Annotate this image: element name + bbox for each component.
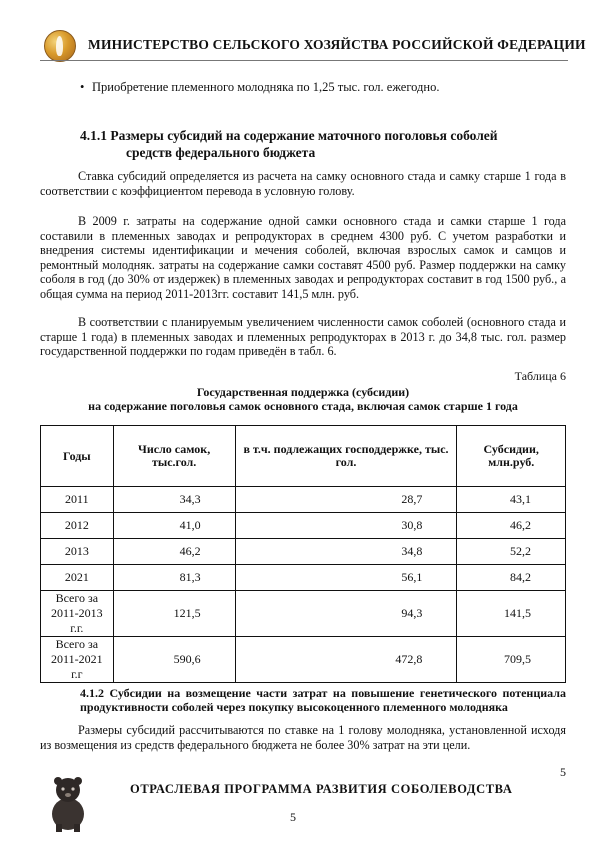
cell-subsidies: 52,2 bbox=[457, 539, 566, 565]
cell-support: 28,7 bbox=[235, 487, 457, 513]
sable-photo-icon bbox=[46, 774, 90, 832]
cell-year: 2013 bbox=[41, 539, 114, 565]
table-label: Таблица 6 bbox=[514, 369, 566, 383]
header-title: МИНИСТЕРСТВО СЕЛЬСКОГО ХОЗЯЙСТВА РОССИЙСКОЙ ФЕДЕРАЦИИ bbox=[88, 37, 586, 52]
paragraph-4 bbox=[40, 723, 566, 752]
cell-females: 590,6 bbox=[113, 637, 235, 683]
paragraph-3-text: В соответствии с планируемым увеличением численности самок соболей (основного стада и старше 1 года) в племенных заводах и племенных репродукторах в 2013 г. до 34,8 тыс. гол. размер государственной поддержки по годам приведён в табл. 6. bbox=[40, 315, 566, 359]
ministry-emblem-icon bbox=[44, 30, 76, 62]
table-title bbox=[40, 385, 566, 413]
paragraph-2 bbox=[40, 214, 566, 302]
section2-title-text: 4.1.2 Субсидии на возмещение части затрат на повышение генетического потенциала продуктивности соболей через покупку высокоценного племенного молодняка bbox=[80, 686, 566, 714]
cell-subsidies: 141,5 bbox=[457, 591, 566, 637]
cell-females: 41,0 bbox=[113, 513, 235, 539]
paragraph-1 bbox=[40, 169, 566, 198]
header-years: Годы bbox=[41, 426, 114, 487]
section-title-4-1-2 bbox=[40, 686, 566, 714]
header-subsidies: Субсидии, млн.руб. bbox=[457, 426, 566, 487]
footer-title: ОТРАСЛЕВАЯ ПРОГРАММА РАЗВИТИЯ СОБОЛЕВОДСТВА bbox=[130, 782, 513, 796]
paragraph-2-text: В 2009 г. затраты на содержание одной самки основного стада и самки старше 1 года составили в племенных заводах и репродукторах в среднем 4300 руб. С учетом разработки и внедрения системы идентификации и мечения соболей, включая взрослых самок и самцов и ремонтный молодняк. затраты на содержание самки составят 4500 руб. Размер поддержки на самку соболя в год (до 30% от издержек) в племенных заводах и репродукторах составит в год 1500 руб., а общая сумма на период 2011-2013гг. составит 141,5 млн. руб. bbox=[40, 214, 566, 301]
cell-subsidies: 709,5 bbox=[457, 637, 566, 683]
cell-support: 34,8 bbox=[235, 539, 457, 565]
cell-support: 56,1 bbox=[235, 565, 457, 591]
cell-females: 81,3 bbox=[113, 565, 235, 591]
total-label-line2: 2011-2021 г.г bbox=[51, 652, 103, 681]
cell-females: 34,3 bbox=[113, 487, 235, 513]
cell-subsidies: 43,1 bbox=[457, 487, 566, 513]
bullet-marker: • bbox=[80, 80, 85, 94]
cell-total-period bbox=[41, 591, 114, 637]
table-total-row bbox=[41, 637, 566, 683]
cell-subsidies: 46,2 bbox=[457, 513, 566, 539]
table-row bbox=[41, 513, 566, 539]
paragraph-1-text: Ставка субсидий определяется из расчета на самку основного стада и самку старше 1 года в соответствии с коэффициентом перевода в условную голову. bbox=[40, 169, 566, 198]
bullet-item: Приобретение племенного молодняка по 1,25 тыс. гол. ежегодно. bbox=[92, 80, 440, 94]
header-support: в т.ч. подлежащих господдержке, тыс. гол. bbox=[235, 426, 457, 487]
header-divider bbox=[40, 60, 568, 61]
section-title-line2: средств федерального бюджета bbox=[126, 145, 316, 160]
cell-support: 30,8 bbox=[235, 513, 457, 539]
table-row bbox=[41, 487, 566, 513]
cell-subsidies: 84,2 bbox=[457, 565, 566, 591]
total-label-line2: 2011-2013 г.г. bbox=[51, 606, 103, 635]
table-row bbox=[41, 539, 566, 565]
table-row bbox=[41, 565, 566, 591]
cell-year: 2011 bbox=[41, 487, 114, 513]
header-females: Число самок, тыс.гол. bbox=[113, 426, 235, 487]
paragraph-4-text: Размеры субсидий рассчитываются по ставке на 1 голову молодняка, установленной исходя из возмещения из средств федерального бюджета не более 30% затрат на эти цели. bbox=[40, 723, 566, 752]
table-header-row bbox=[41, 426, 566, 487]
cell-support: 94,3 bbox=[235, 591, 457, 637]
total-label-line1: Всего за bbox=[55, 591, 99, 605]
page-number-bottom: 5 bbox=[290, 810, 296, 824]
paragraph-3 bbox=[40, 315, 566, 359]
section-title-line1: 4.1.1 Размеры субсидий на содержание маточного поголовья соболей bbox=[80, 128, 498, 143]
subsidy-table bbox=[40, 425, 566, 683]
cell-support: 472,8 bbox=[235, 637, 457, 683]
cell-total-period bbox=[41, 637, 114, 683]
page-number-right: 5 bbox=[560, 765, 566, 779]
cell-year: 2012 bbox=[41, 513, 114, 539]
cell-females: 121,5 bbox=[113, 591, 235, 637]
cell-year: 2021 bbox=[41, 565, 114, 591]
table-total-row bbox=[41, 591, 566, 637]
cell-females: 46,2 bbox=[113, 539, 235, 565]
table-title-line1: Государственная поддержка (субсидии) bbox=[196, 385, 410, 399]
total-label-line1: Всего за bbox=[55, 637, 99, 651]
section-title-4-1-1 bbox=[80, 127, 550, 161]
table-title-line2: на содержание поголовья самок основного стада, включая самок старше 1 года bbox=[88, 399, 518, 413]
